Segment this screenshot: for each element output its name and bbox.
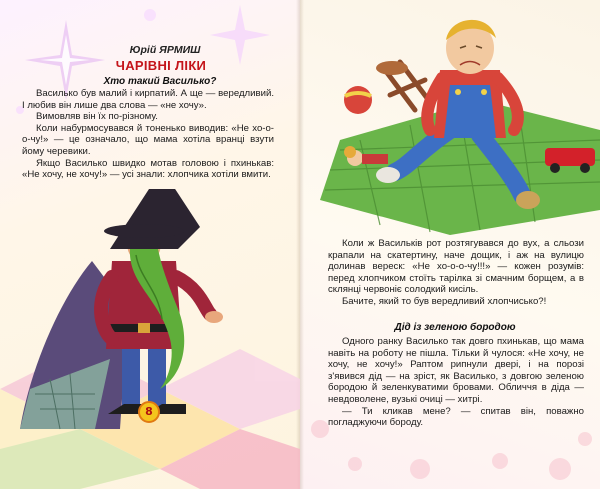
chapter-heading-2: Дід із зеленою бородою	[394, 322, 516, 333]
left-text-block	[22, 88, 274, 181]
toy-car	[545, 148, 595, 166]
boy-illustration	[300, 0, 600, 240]
ball	[344, 86, 372, 114]
author-name: Юрій ЯРМИШ	[129, 44, 201, 56]
paragraph: Василько був малий і кирпатий. А ще — вередливий. І любив він лише два слова — «не хочу».	[22, 88, 274, 111]
old-man-illustration	[0, 189, 300, 489]
paragraph: Коли набурмосувався й тоненько виводив: «Не хо-о-о-чу!» — це означало, що мама хотіла вранці взути йому черевики.	[22, 122, 274, 157]
right-text-top	[328, 238, 584, 308]
chapter-heading-1: Хто такий Василько?	[103, 76, 217, 87]
paragraph: — Ти кликав мене? — спитав він, поважно погладжуючи бороду.	[328, 405, 584, 429]
paragraph: Коли ж Васильків рот розтягувався до вух, а сльози крапали на скатертину, наче дощик, і аж на вулицю долинав вереск: «Не хо-о-о-чу!!!» — кожен розумів: перед хлопчиком стоїть тарілка зі смачним борщем, а в склянці червоніє солодкий кисіль.	[328, 238, 584, 296]
bokeh-decoration-right	[300, 369, 600, 489]
story-title: ЧАРІВНІ ЛІКИ	[115, 58, 207, 73]
paragraph: Якщо Василько швидко мотав головою і пхинькав: «Не хочу, не хочу!» — усі знали: хлопчика хотіли вмити.	[22, 157, 274, 181]
paragraph: Вимовляв він їх по-різному.	[36, 111, 158, 123]
page-number: 8	[138, 401, 160, 423]
paragraph: Одного ранку Василько так довго пхинькав, що мама навіть на роботу не пішла. Тільки й чулося: «Не хочу, не хочу, не хочу!» Раптом рипнули двері, і на порозі з'явився дід — на зріст, як Василько, з довгою зеленою бородою й зеленкуватими бровами. Обличчя в діда — невдоволене, вузькі очиці — хитрі.	[328, 336, 584, 405]
paragraph: Бачите, який то був вередливий хлопчисько?!	[342, 295, 547, 307]
